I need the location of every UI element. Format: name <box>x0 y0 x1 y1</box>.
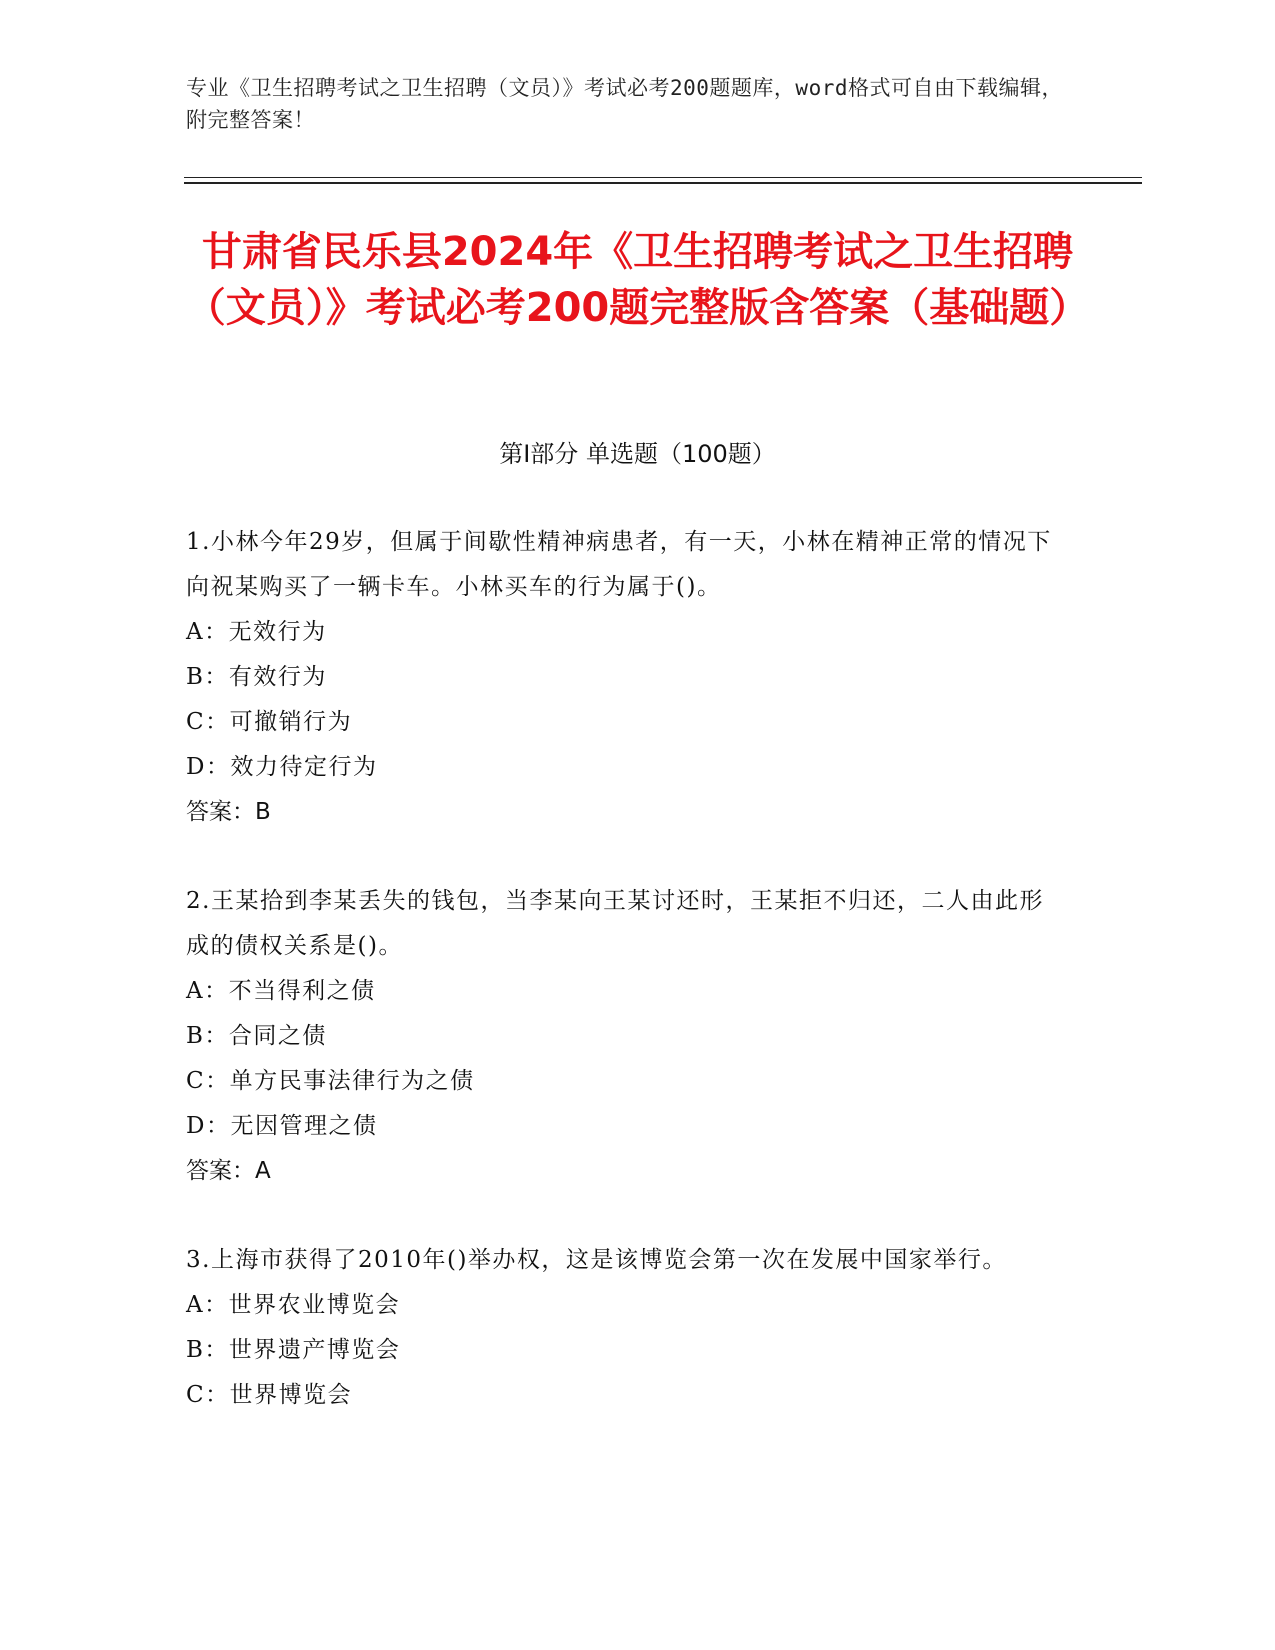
option-b: B：世界遗产博览会 <box>186 1337 401 1363</box>
answer: 答案：A <box>186 1158 271 1184</box>
option-a: A：无效行为 <box>186 619 327 645</box>
option-b: B：有效行为 <box>186 664 327 690</box>
option-c: C：世界博览会 <box>186 1382 353 1408</box>
option-a: A：世界农业博览会 <box>186 1292 401 1318</box>
header-note: 专业《卫生招聘考试之卫生招聘（文员）》考试必考200题题库，word格式可自由下载编辑，附完整答案！ <box>186 76 1063 132</box>
question-2 <box>186 879 1066 1194</box>
question-stem: 3.上海市获得了2010年()举办权，这是该博览会第一次在发展中国家举行。 <box>186 1247 1007 1273</box>
header-divider-thin <box>184 177 1142 178</box>
question-1 <box>186 520 1066 835</box>
question-stem: 2.王某拾到李某丢失的钱包，当李某向王某讨还时，王某拒不归还，二人由此形成的债权关系是()。 <box>186 888 1044 959</box>
header-divider-thick <box>184 182 1142 184</box>
question-3 <box>186 1238 1066 1418</box>
document-title: 甘肃省民乐县2024年《卫生招聘考试之卫生招聘（文员）》考试必考200题完整版含答案（基础题） <box>185 229 1090 331</box>
question-stem: 1.小林今年29岁，但属于间歇性精神病患者，有一天，小林在精神正常的情况下向祝某购买了一辆卡车。小林买车的行为属于()。 <box>186 529 1052 600</box>
option-c: C：可撤销行为 <box>186 709 353 735</box>
section-heading: 第Ⅰ部分 单选题（100题） <box>499 440 776 468</box>
option-c: C：单方民事法律行为之债 <box>186 1068 475 1094</box>
option-b: B：合同之债 <box>186 1023 327 1049</box>
option-d: D：无因管理之债 <box>186 1113 378 1139</box>
option-d: D：效力待定行为 <box>186 754 378 780</box>
option-a: A：不当得利之债 <box>186 978 376 1004</box>
question-list <box>186 520 1066 1462</box>
answer: 答案：B <box>186 799 271 825</box>
